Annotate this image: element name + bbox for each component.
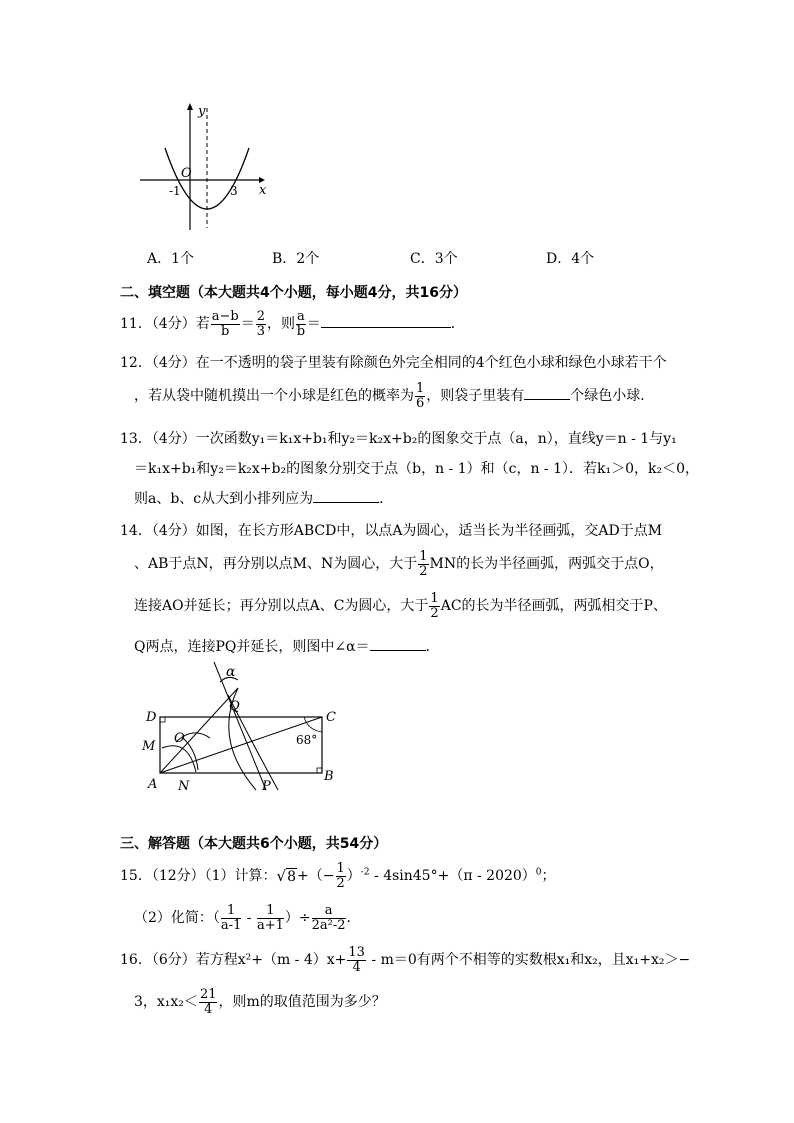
answer-blank [370, 650, 426, 651]
question-16-line2: 3，x₁x₂＜ $\frac{21}{4}$ ，则m的取值范围为多少？ [134, 987, 386, 1017]
label-p: P [262, 779, 271, 794]
option-c: C．3个 [410, 251, 458, 267]
question-14-line3: 连接AO并延长；再分别以点A、C为圆心，大于 $\frac{1}{2}$ AC的长为半径画弧，两弧相交于P、 [134, 591, 667, 621]
section-title-solve: 三、解答题（本大题共6个小题，共54分） [120, 836, 388, 852]
label-n: N [178, 779, 190, 794]
question-11: 11．（4分）若 $\frac{a-b}{b}$ ＝ $\frac{2}{3}$ ，则 $\frac{a}{b}$ ＝ ． [120, 309, 465, 339]
label-c: C [326, 710, 336, 725]
label-m: M [142, 739, 156, 754]
tick-neg1: -1 [169, 184, 181, 198]
option-d: D．4个 [546, 251, 595, 267]
x-axis-label: x [259, 183, 267, 198]
question-12-line2: ，若从袋中随机摸出一个小球是红色的概率为 $\frac{1}{6}$ ，则袋子里装有 个绿色小球． [134, 381, 655, 411]
label-d: D [146, 710, 157, 725]
label-b: B [324, 769, 334, 784]
question-15-part1: 15．（12分）（1）计算：√8+（− $\frac{1}{2}$ ）$^{-2}$ - 4sin45°+（π - 2020）$^0$； [120, 861, 556, 891]
answer-blank [313, 502, 379, 503]
label-a: A [148, 777, 158, 792]
label-q: Q [229, 699, 240, 714]
question-16-line1: 16．（6分）若方程x²+（m - 4）x+ $\frac{13}{4}$ - m＝0有两个不相等的实数根x₁和x₂，且x₁+x₂＞− [120, 945, 691, 975]
y-axis-label: y [198, 104, 206, 119]
option-b: B．2个 [272, 251, 320, 267]
question-12-line1: 12．（4分）在一不透明的袋子里装有除颜色外完全相同的4个红色小球和绿色小球若干个 [120, 355, 667, 371]
option-a: A．1个 [147, 251, 195, 267]
origin-label: O [181, 166, 192, 181]
question-14-line4: Q两点，连接PQ并延长，则图中∠α＝ ． [134, 639, 440, 655]
label-o: O [174, 731, 185, 746]
answer-blank [524, 399, 570, 400]
question-13-line2: ＝k₁x+b₁和y₂＝k₂x+b₂的图象分别交于点（b，n - 1）和（c，n - 1）．若k₁＞0，k₂＜0， [134, 461, 700, 477]
answer-blank [321, 327, 451, 328]
question-15-part2: （2）化简：（ $\frac{1}{a-1}$ - $\frac{1}{a+1}$ ）÷ $\frac{a}{\text{2a²-2}}$ ． [134, 903, 361, 933]
question-13-line3: 则a、b、c从大到小排列应为 ． [134, 491, 394, 507]
question-14-line2: 、AB于点N，再分别以点M、N为圆心，大于 $\frac{1}{2}$ MN的长为半径画弧，两弧交于点O， [134, 549, 664, 579]
label-angle-68: 68° [296, 733, 318, 747]
section-title-fill-blank: 二、填空题（本大题共4个小题，每小题4分，共16分） [120, 285, 467, 301]
parabola-graph [135, 100, 285, 235]
label-alpha: α [226, 664, 236, 680]
question-13-line1: 13．（4分）一次函数y₁＝k₁x+b₁和y₂＝k₂x+b₂的图象交于点（a，n），直线y＝n - 1与y₁ [120, 431, 677, 447]
tick-3: 3 [230, 184, 238, 198]
rectangle-construction-figure [138, 660, 348, 795]
question-14-line1: 14．（4分）如图，在长方形ABCD中，以点A为圆心，适当长为半径画弧，交AD于点M [120, 523, 663, 539]
